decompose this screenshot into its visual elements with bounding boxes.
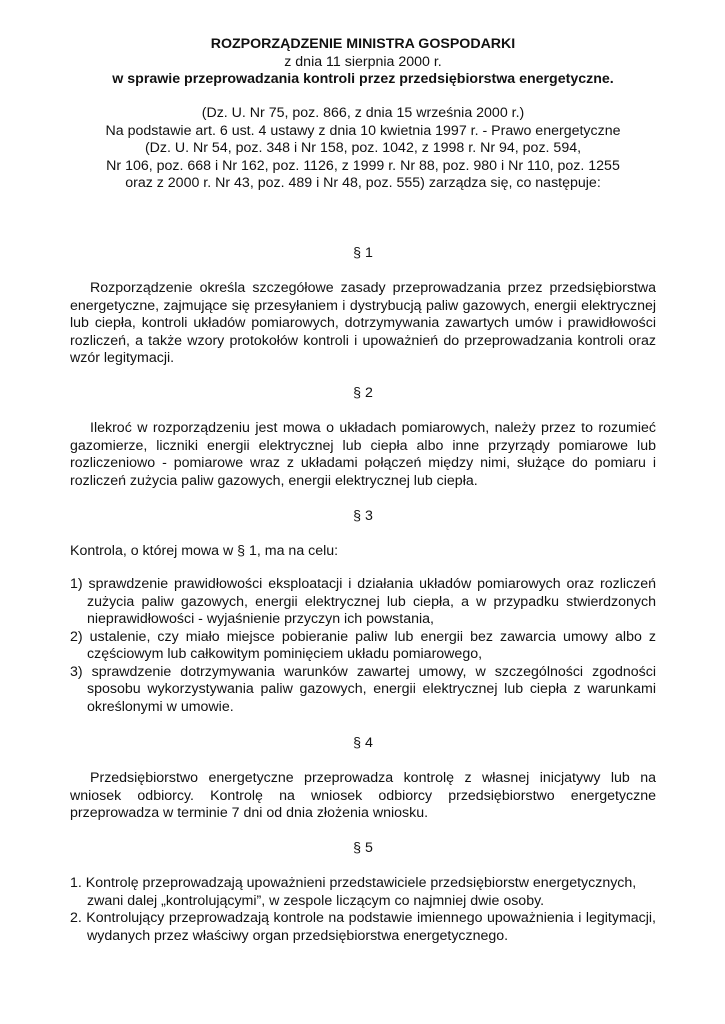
section-4-mark: § 4 (353, 735, 373, 751)
section-1-text: Rozporządzenie określa szczegółowe zasady przeprowadzania przez przedsiębiorstwa energetyczne, zajmujące się przesyłaniem i dystrybucją paliw gazowych, energii elektrycznej lub ciepła, kontroli układów pomiarowych, dotrzymywania zawartych umów i prawidłowości rozliczeń, a także wzory protokołów kontroli i upoważnień do przeprowadzania kontroli oraz wzór legitymacji. (70, 280, 656, 366)
legal-basis-line-1: Na podstawie art. 6 ust. 4 ustawy z dnia 10 kwietnia 1997 r. - Prawo energetyczne (105, 122, 621, 139)
section-3-list (70, 576, 656, 716)
list-item: 1) sprawdzenie prawidłowości eksploatacji i działania układów pomiarowych oraz rozliczeń zużycia paliw gazowych, energii elektrycznej lub ciepła, a w przypadku stwierdzonych nieprawidłowości - wyjaśnienie przyczyn ich powstania, (70, 576, 656, 627)
document-header (70, 36, 656, 89)
publication-reference: (Dz. U. Nr 75, poz. 866, z dnia 15 września 2000 r.) (201, 105, 525, 121)
legal-basis-line-3: Nr 106, poz. 668 i Nr 162, poz. 1126, z 1999 r. Nr 88, poz. 980 i Nr 110, poz. 1255 (106, 157, 620, 174)
list-item: 1. Kontrolę przeprowadzają upoważnieni przedstawiciele przedsiębiorstw energetycznych, zwani dalej „kontrolującymi”, w zespole liczącym co najmniej dwie osoby. (70, 875, 637, 909)
regulation-subject: w sprawie przeprowadzania kontroli przez przedsiębiorstwa energetyczne. (112, 71, 614, 87)
section-5-mark: § 5 (353, 840, 373, 856)
regulation-date: z dnia 11 sierpnia 2000 r. (284, 53, 442, 70)
section-5-list (70, 875, 656, 945)
section-2-mark: § 2 (353, 385, 373, 401)
list-item: 2. Kontrolujący przeprowadzają kontrole na podstawie imiennego upoważnienia i legitymacji, wydanych przez właściwy organ przedsiębiorstwa energetycznego. (70, 910, 656, 944)
section-3-mark: § 3 (353, 508, 373, 524)
section-2-text: Ilekroć w rozporządzeniu jest mowa o układach pomiarowych, należy przez to rozumieć gazomierze, liczniki energii elektrycznej lub ciepła albo inne przyrządy pomiarowe lub rozliczeniowo - pomiarowe wraz z układami połączeń między nimi, służące do pomiaru i rozliczeń zużycia paliw gazowych, energii elektrycznej lub ciepła. (70, 420, 656, 489)
list-item: 2) ustalenie, czy miało miejsce pobieranie paliw lub energii bez zawarcia umowy albo z częściowym lub całkowitym pominięciem układu pomiarowego, (70, 628, 656, 662)
regulation-title: ROZPORZĄDZENIE MINISTRA GOSPODARKI (210, 36, 516, 52)
legal-basis-line-2: (Dz. U. Nr 54, poz. 348 i Nr 158, poz. 1042, z 1998 r. Nr 94, poz. 594, (144, 140, 582, 156)
list-item: 3) sprawdzenie dotrzymywania warunków zawartej umowy, w szczególności zgodności sposobu wykorzystywania paliw gazowych, energii elektrycznej lub ciepła z warunkami określonymi w umowie. (70, 663, 656, 715)
section-4-text: Przedsiębiorstwo energetyczne przeprowadza kontrolę z własnej inicjatywy lub na wniosek odbiorcy. Kontrolę na wniosek odbiorcy przedsiębiorstwo energetyczne przeprowadza w terminie 7 dni od dnia złożenia wniosku. (70, 770, 656, 821)
publication-block (40, 105, 686, 193)
legal-basis-line-4: oraz z 2000 r. Nr 43, poz. 489 i Nr 48, poz. 555) zarządza się, co następuje: (125, 175, 601, 191)
section-1-mark: § 1 (353, 245, 373, 261)
section-3-intro: Kontrola, o której mowa w § 1, ma na celu: (70, 543, 339, 559)
